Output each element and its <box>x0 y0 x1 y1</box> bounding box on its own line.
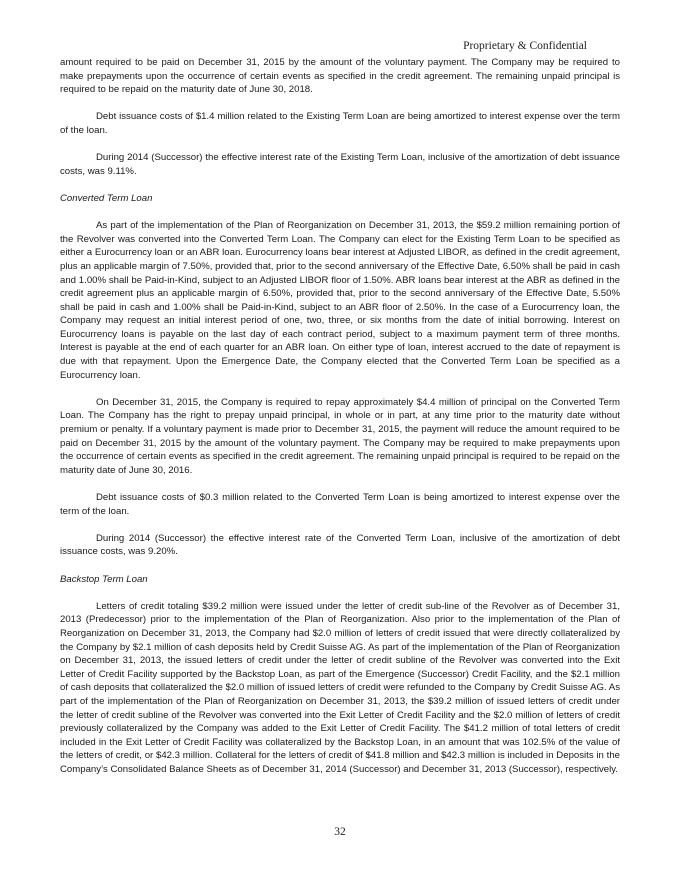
paragraph-backstop-letters-of-credit: Letters of credit totaling $39.2 million were issued under the letter of credit sub-line of the Revolver as of December 31, 2013 (Predecessor) prior to the implementation of the Plan of Reorganization. Also prior to the implementation of the Plan of Reorganization on December 31, 2013, the Company had $2.0 million of letters of credit issued that were directly collateralized by the Company by $2.1 million of cash deposits held by Credit Suisse AG. As part of the implementation of the Plan of Reorganization on December 31, 2013, the issued letters of credit under the letter of credit subline of the Revolver was converted into the Exit Letter of Credit Facility supported by the Backstop Loan, as part of the Emergence (Successor) Credit Facility, and the $2.1 million of cash deposits that collateralized the $2.0 million of issued letters of credit were refunded to the Company by Credit Suisse AG. As part of the implementation of the Plan of Reorganization on December 31, 2013, the $39.2 million of issued letters of credit under the letter of credit subline of the Revolver was converted into the Exit Letter of Credit Facility and the $2.0 million of letters of credit previously collateralized by the Company was added to the Exit Letter of Credit Facility. The $41.2 million of total letters of credit included in the Exit Letter of Credit Facility was collateralized by the Backstop Loan, in an amount that was 102.5% of the value of the letters of credit, or $42.3 million. Collateral for the letters of credit of $41.8 million and $42.3 million is included in Deposits in the Company’s Consolidated Balance Sheets as of December 31, 2014 (Successor) and December 31, 2013 (Successor), respectively. <box>60 600 620 775</box>
paragraph-converted-interest-rate: During 2014 (Successor) the effective interest rate of the Converted Term Loan, inclusive of the amortization of debt issuance costs, was 9.20%. <box>60 532 620 558</box>
document-body <box>60 56 620 790</box>
paragraph-existing-interest-rate: During 2014 (Successor) the effective interest rate of the Existing Term Loan, inclusive of the amortization of debt issuance costs, was 9.11%. <box>60 152 620 177</box>
page-number: 32 <box>334 826 346 838</box>
section-heading-backstop-term-loan: Backstop Term Loan <box>60 573 148 585</box>
paragraph-converted-terms: As part of the implementation of the Plan of Reorganization on December 31, 2013, the $59.2 million remaining portion of the Revolver was converted into the Converted Term Loan. The Company can elect for the Existing Term Loan to be specified as either a Eurocurrency loan or an ABR loan. Eurocurrency loans bear interest at Adjusted LIBOR, as defined in the credit agreement, plus an applicable margin of 7.50%, provided that, prior to the second anniversary of the Effective Date, 6.50% shall be paid in cash and 1.00% shall be Paid-in-Kind, subject to an Adjusted LIBOR floor of 1.50%. ABR loans bear interest at the ABR as defined in the credit agreement plus an applicable margin of 6.50%, provided that, prior to the second anniversary of the Effective Date, 5.50% shall be paid in cash and 1.00% shall be Paid-in-Kind, subject to an ABR floor of 2.50%. In the case of a Eurocurrency loan, the Company may request an initial interest period of one, two, three, or six months from the date of initial borrowing. Interest on Eurocurrency loans is payable on the last day of each contract period, subject to a maximum payment term of three months. Interest is payable at the end of each quarter for an ABR loan. On either type of loan, interest accrued to the date of repayment is due with that repayment. Upon the Emergence Date, the Company elected that the Converted Term Loan be specified as a Eurocurrency loan. <box>60 220 620 381</box>
paragraph-converted-debt-costs: Debt issuance costs of $0.3 million related to the Converted Term Loan is being amortized to interest expense over the term of the loan. <box>60 492 620 517</box>
section-heading-converted-term-loan: Converted Term Loan <box>60 192 153 204</box>
paragraph-converted-repayment: On December 31, 2015, the Company is required to repay approximately $4.4 million of principal on the Converted Term Loan. The Company has the right to prepay unpaid principal, in whole or in part, at any time prior to the maturity date without premium or penalty. If a voluntary payment is made prior to December 31, 2015, the payment will reduce the amount required to be paid on December 31, 2015 by the amount of the voluntary payment. The Company may be required to make prepayments upon the occurrence of certain events as specified in the credit agreement. The remaining unpaid principal is required to be repaid on the maturity date of June 30, 2016. <box>60 396 620 476</box>
paragraph-continuation: amount required to be paid on December 31, 2015 by the amount of the voluntary payment. The Company may be required to make prepayments upon the occurrence of certain events as specified in the credit agreement. The remaining unpaid principal is required to be repaid on the maturity date of June 30, 2018. <box>60 57 620 96</box>
paragraph-existing-debt-costs: Debt issuance costs of $1.4 million related to the Existing Term Loan are being amortized to interest expense over the term of the loan. <box>60 111 620 136</box>
confidentiality-header: Proprietary & Confidential <box>463 40 587 52</box>
